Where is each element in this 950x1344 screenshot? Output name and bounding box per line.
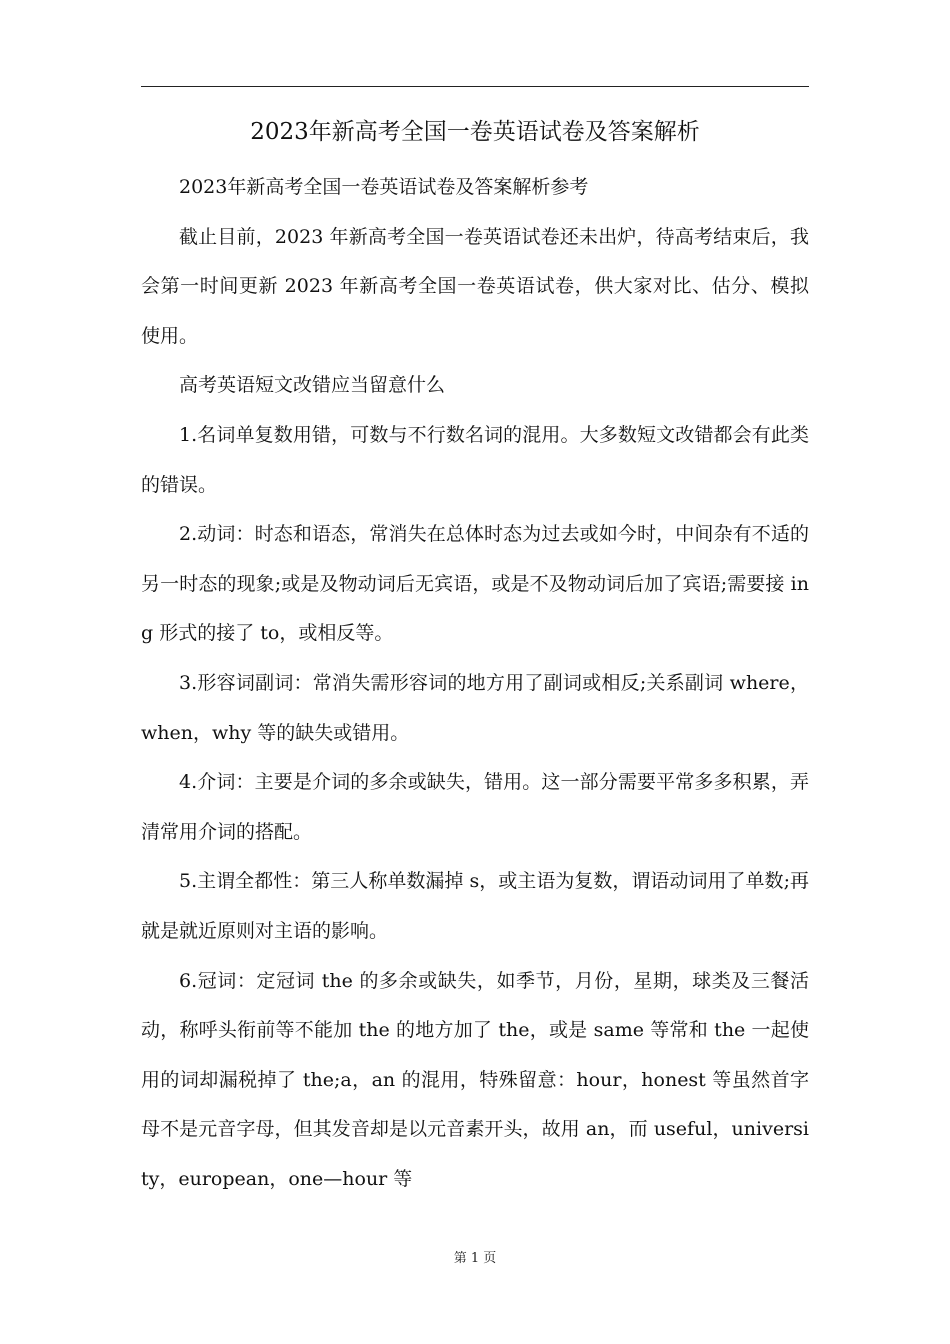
paragraph-subtitle: 2023年新高考全国一卷英语试卷及答案解析参考 (179, 176, 589, 198)
paragraph-item-4: 4.介词：主要是介词的多余或缺失，错用。这一部分需要平常多多积累，弄清常用介词的搭配。 (141, 771, 809, 843)
paragraph-intro: 截止目前，2023 年新高考全国一卷英语试卷还未出炉，待高考结束后，我会第一时间更新 2023 年新高考全国一卷英语试卷，供大家对比、估分、模拟使用。 (141, 225, 809, 347)
paragraph-item-6: 6.冠词：定冠词 the 的多余或缺失，如季节，月份，星期，球类及三餐活动，称呼头衔前等不能加 the 的地方加了 the，或是 same 等常和 the 一起使用的词却漏税掉了 the;a，an 的混用，特殊留意：hour，honest 等虽然首字母不是元音字母，但其发音却是以元音素开头，故用 an，而 useful，university，european，one—hour 等 (141, 969, 809, 1190)
paragraph-item-5: 5.主谓全都性：第三人称单数漏掉 s，或主语为复数，谓语动词用了单数;再就是就近原则对主语的影响。 (141, 870, 809, 942)
paragraph-item-1: 1.名词单复数用错，可数与不行数名词的混用。大多数短文改错都会有此类的错误。 (141, 423, 809, 496)
paragraph-item-3: 3.形容词副词：常消失需形容词的地方用了副词或相反;关系副词 where，when，why 等的缺失或错用。 (141, 671, 809, 744)
paragraph-item-2: 2.动词：时态和语态，常消失在总体时态为过去或如今时，中间杂有不适的另一时态的现象;或是及物动词后无宾语，或是不及物动词后加了宾语;需要接 ing 形式的接了 to，或相反等。 (141, 523, 809, 645)
document-title: 2023年新高考全国一卷英语试卷及答案解析 (250, 119, 700, 145)
paragraph-section-heading: 高考英语短文改错应当留意什么 (179, 374, 446, 397)
document-body (141, 163, 809, 1204)
header-rule (141, 86, 809, 87)
page-number-footer: 第 1 页 (453, 1251, 497, 1266)
